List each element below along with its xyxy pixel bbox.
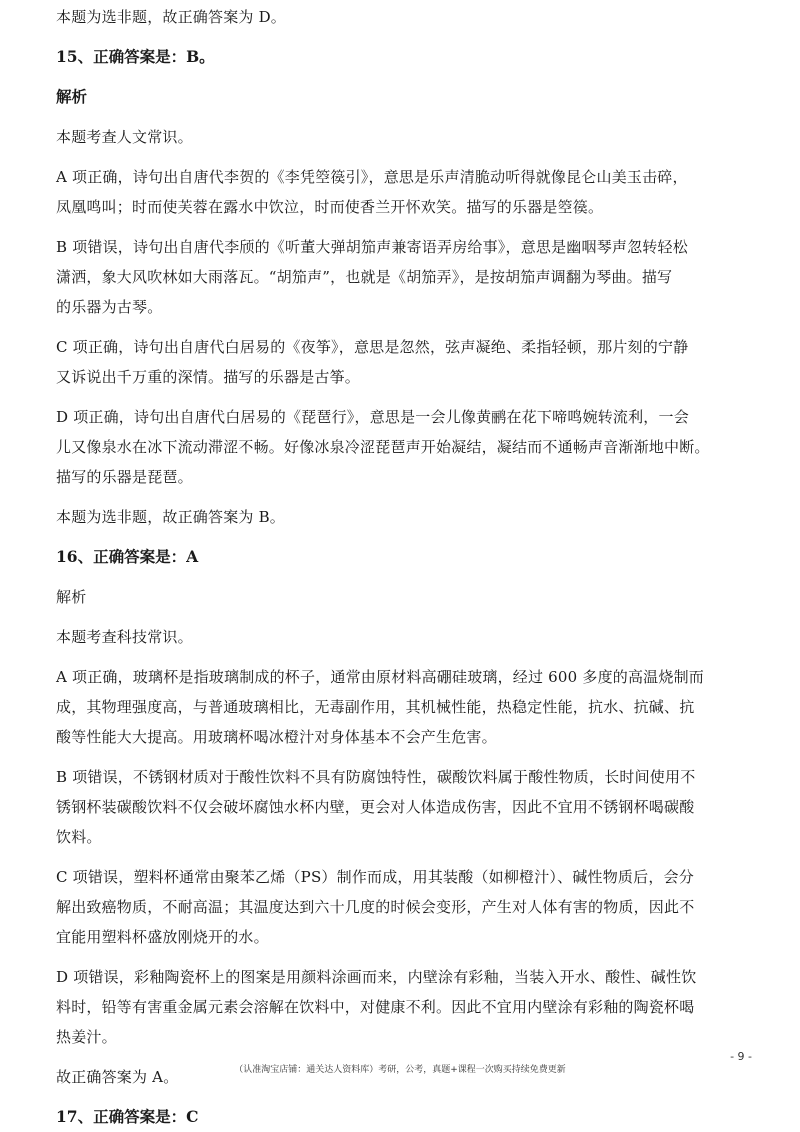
q16-option-c bbox=[56, 862, 746, 952]
text-line: 锈钢杯装碳酸饮料不仅会破坏腐蚀水杯内壁，更会对人体造成伤害，因此不宜用不锈钢杯喝碳酸 bbox=[56, 798, 695, 816]
q15-conclusion: 本题为选非题，故正确答案为 B。 bbox=[56, 508, 285, 526]
text-line: 酸等性能大大提高。用玻璃杯喝冰橙汁对身体基本不会产生危害。 bbox=[56, 728, 497, 746]
q15-option-d bbox=[56, 402, 746, 492]
text-line: 成，其物理强度高，与普通玻璃相比，无毒副作用，其机械性能，热稳定性能，抗水、抗碱、抗 bbox=[56, 698, 695, 716]
text-line: 潇洒，象大风吹林如大雨落瓦。“胡笳声”，也就是《胡笳弄》，是按胡笳声调翻为琴曲。描写 bbox=[56, 268, 673, 286]
footer-note: （认准淘宝店铺：通关达人资料库）考研，公考，真题+课程一次购买持续免费更新 bbox=[234, 1065, 566, 1075]
q16-conclusion: 故正确答案为 A。 bbox=[56, 1068, 179, 1086]
text-line: 描写的乐器是琵琶。 bbox=[56, 468, 193, 486]
text-line: B 项错误，诗句出自唐代李颀的《听董大弹胡笳声兼寄语弄房给事》，意思是幽咽琴声忽转轻松 bbox=[56, 238, 688, 256]
question-17 bbox=[56, 1102, 746, 1132]
q17-answer-heading: 17、正确答案是：C bbox=[56, 1107, 199, 1126]
q15-intro: 本题考查人文常识。 bbox=[56, 128, 193, 146]
q15-analysis-label: 解析 bbox=[56, 87, 88, 106]
text-line: B 项错误，不锈钢材质对于酸性饮料不具有防腐蚀特性，碳酸饮料属于酸性物质，长时间使用不 bbox=[56, 768, 696, 786]
question-16 bbox=[56, 542, 746, 1102]
q16-option-a bbox=[56, 662, 746, 752]
q15-answer-heading: 15、正确答案是：B。 bbox=[56, 47, 215, 66]
text-line: 儿又像泉水在冰下流动滞涩不畅。好像冰泉冷涩琵琶声开始凝结，凝结而不通畅声音渐渐地中断。 bbox=[56, 438, 710, 456]
q16-analysis-label: 解析 bbox=[56, 588, 87, 606]
text-line: 又诉说出千万重的深情。描写的乐器是古筝。 bbox=[56, 368, 361, 386]
q15-option-c bbox=[56, 332, 746, 392]
q16-option-d bbox=[56, 962, 746, 1052]
q16-option-b bbox=[56, 762, 746, 852]
text-line: C 项正确，诗句出自唐代白居易的《夜筝》，意思是忽然，弦声凝绝、柔指轻顿，那片刻的宁静 bbox=[56, 338, 689, 356]
text-line: 解出致癌物质，不耐高温；其温度达到六十几度的时候会变形，产生对人体有害的物质，因此不 bbox=[56, 898, 695, 916]
q16-answer-heading: 16、正确答案是：A bbox=[56, 547, 199, 566]
text-line: D 项正确，诗句出自唐代白居易的《琵琶行》，意思是一会儿像黄鹂在花下啼鸣婉转流利，一会 bbox=[56, 408, 689, 426]
text-line: 的乐器为古琴。 bbox=[56, 298, 163, 316]
text-line: 饮料。 bbox=[56, 828, 102, 846]
q16-intro: 本题考查科技常识。 bbox=[56, 628, 193, 646]
q14-conclusion: 本题为选非题，故正确答案为 D。 bbox=[56, 8, 286, 26]
text-line: 凤凰鸣叫；时而使芙蓉在露水中饮泣，时而使香兰开怀欢笑。描写的乐器是箜篌。 bbox=[56, 198, 604, 216]
text-line: 宜能用塑料杯盛放刚烧开的水。 bbox=[56, 928, 269, 946]
q15-option-b bbox=[56, 232, 746, 322]
text-line: A 项正确，诗句出自唐代李贺的《李凭箜篌引》，意思是乐声清脆动听得就像昆仑山美玉击碎， bbox=[56, 168, 688, 186]
text-line: C 项错误，塑料杯通常由聚苯乙烯（PS）制作而成，用其装酸（如柳橙汁）、碱性物质后，会分 bbox=[56, 868, 694, 886]
text-line: 料时，铅等有害重金属元素会溶解在饮料中，对健康不利。因此不宜用内壁涂有彩釉的陶瓷杯喝 bbox=[56, 998, 695, 1016]
q15-option-a bbox=[56, 162, 746, 222]
question-15 bbox=[56, 42, 746, 542]
page-number: - 9 - bbox=[730, 1050, 752, 1063]
document-page bbox=[56, 0, 746, 1132]
text-line: D 项错误，彩釉陶瓷杯上的图案是用颜料涂画而来，内壁涂有彩釉，当装入开水、酸性、碱性饮 bbox=[56, 968, 697, 986]
text-line: 热姜汁。 bbox=[56, 1028, 117, 1046]
text-line: A 项正确，玻璃杯是指玻璃制成的杯子，通常由原材料高硼硅玻璃，经过 600 多度的高温烧制而 bbox=[56, 668, 704, 686]
